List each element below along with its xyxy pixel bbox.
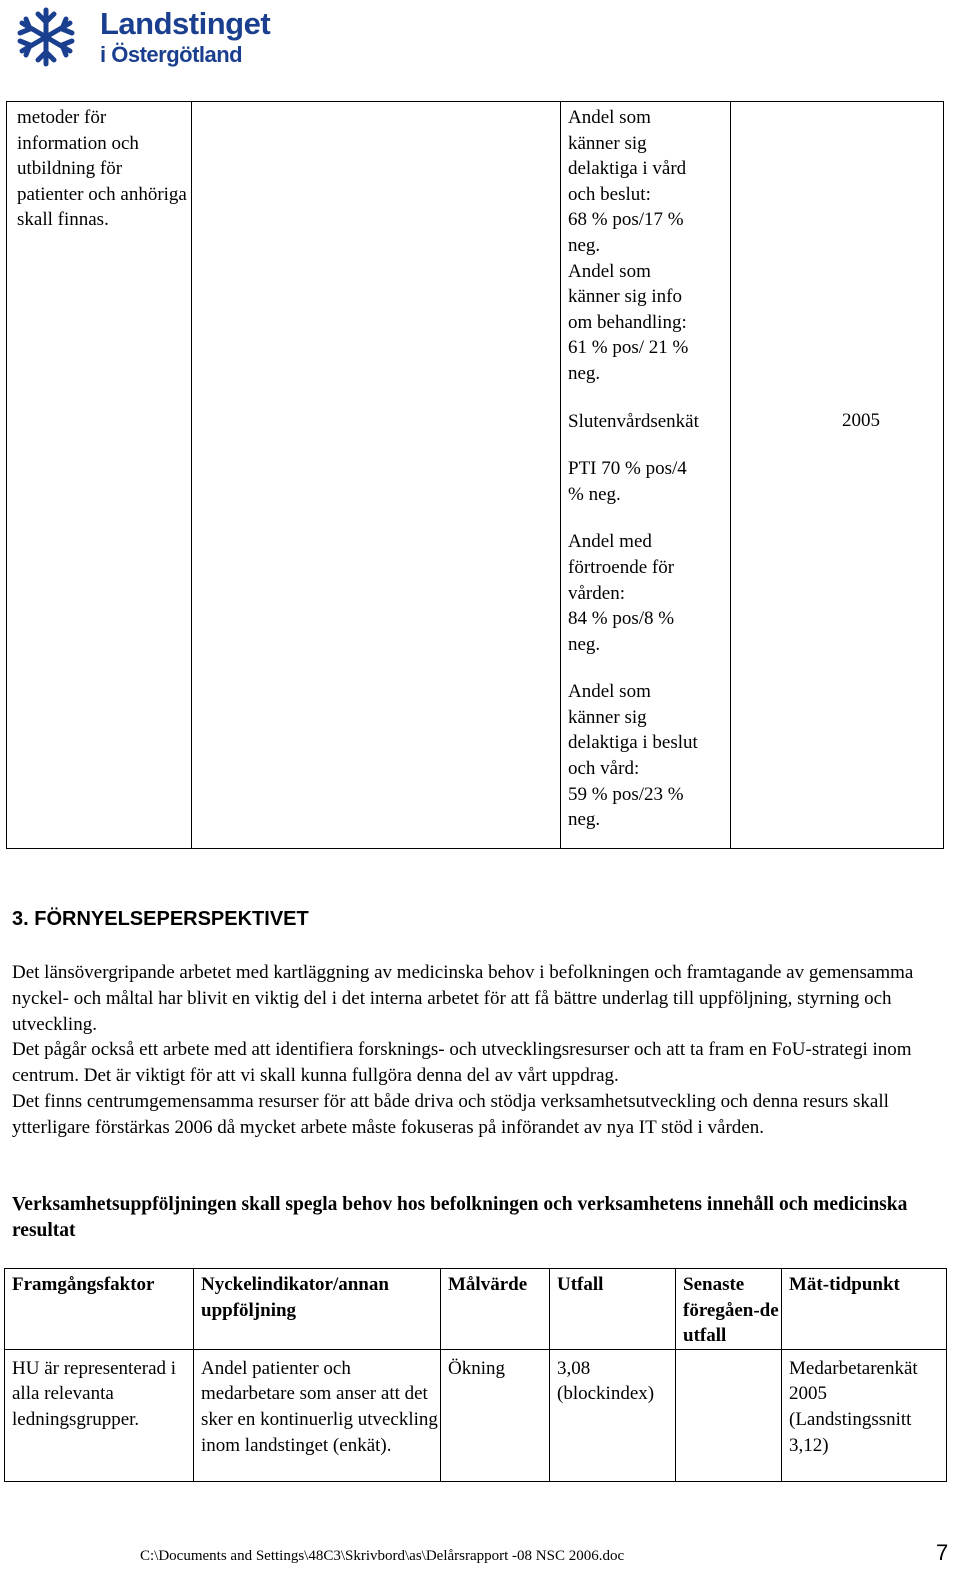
column-header: Senaste föregåen-de utfall bbox=[676, 1269, 782, 1350]
outcome-line: Andel som bbox=[568, 681, 651, 703]
table-cell-year bbox=[731, 102, 944, 849]
column-header: Målvärde bbox=[441, 1269, 550, 1350]
column-header: Framgångsfaktor bbox=[5, 1269, 194, 1350]
table-cell bbox=[676, 1349, 782, 1481]
section-body bbox=[12, 960, 932, 1141]
table-cell: Ökning bbox=[441, 1349, 550, 1481]
outcome-line: neg. bbox=[568, 362, 601, 384]
column-header: Utfall bbox=[550, 1269, 676, 1350]
outcome-line: Andel som bbox=[568, 107, 651, 128]
table-cell: Andel patienter och medarbetare som anser att det sker en kontinuerlig utveckling inom landstinget (enkät). bbox=[194, 1349, 441, 1481]
outcome-line: PTI 70 % pos/4 bbox=[568, 458, 687, 480]
paragraph: Det pågår också ett arbete med att identifiera forsknings- och utvecklingsresurser och att ta fram en FoU-strategi inom centrum. Det är viktigt för att vi skall kunna fullgöra denna del av vårt uppdrag. bbox=[12, 1039, 912, 1087]
outcome-line: och beslut: bbox=[568, 183, 651, 205]
survey-name: Slutenvårdsenkät bbox=[568, 410, 699, 432]
outcome-line: förtroende för bbox=[568, 556, 675, 578]
paragraph: Det länsövergripande arbetet med kartläggning av medicinska behov i befolkningen och framtagande av gemensamma nyckel- och måltal har blivit en viktig del i det interna arbetet för att få bättre underlag till uppföljning, styrning och utveckling. bbox=[12, 962, 914, 1035]
table-header-row bbox=[5, 1269, 947, 1350]
outcome-line: neg. bbox=[568, 234, 601, 256]
outcome-line: om behandling: bbox=[568, 311, 687, 333]
outcome-line: 61 % pos/ 21 % bbox=[568, 337, 689, 359]
goal-text: metoder för information och utbildning för patienter och anhöriga skall finnas. bbox=[17, 107, 187, 231]
outcome-line: 84 % pos/8 % bbox=[568, 608, 675, 630]
outcome-line: delaktiga i vård bbox=[568, 158, 687, 180]
table-cell-empty bbox=[192, 102, 561, 849]
column-header: Mät-tidpunkt bbox=[782, 1269, 947, 1350]
outcome-line: Andel med bbox=[568, 531, 652, 553]
outcome-line: neg. bbox=[568, 809, 601, 831]
table-cell-outcome bbox=[561, 102, 731, 849]
logo-text-line2: i Östergötland bbox=[100, 42, 243, 67]
table-cell: 3,08 (blockindex) bbox=[550, 1349, 676, 1481]
table-cell-goal bbox=[7, 102, 192, 849]
outcome-line: och vård: bbox=[568, 758, 640, 780]
section-heading: 3. FÖRNYELSEPERSPEKTIVET bbox=[12, 908, 309, 930]
outcome-line: känner sig bbox=[568, 132, 647, 154]
column-header: Nyckelindikator/annan uppföljning bbox=[194, 1269, 441, 1350]
footer-file-path: C:\Documents and Settings\48C3\Skrivbord\as\Delårsrapport -08 NSC 2006.doc bbox=[140, 1548, 625, 1564]
snowflake-emblem-icon bbox=[14, 6, 78, 68]
table-cell: HU är representerad i alla relevanta ledningsgrupper. bbox=[5, 1349, 194, 1481]
outcome-line: Andel som bbox=[568, 260, 651, 282]
indicator-table-continued bbox=[6, 101, 944, 849]
outcome-line: 59 % pos/23 % bbox=[568, 783, 684, 805]
measurement-year: 2005 bbox=[842, 410, 880, 431]
landstinget-logo bbox=[14, 6, 284, 70]
outcome-line: % neg. bbox=[568, 483, 621, 505]
section-subheading: Verksamhetsuppföljningen skall spegla behov hos befolkningen och verksamhetens innehåll och medicinska resultat bbox=[12, 1194, 908, 1241]
outcome-line: vården: bbox=[568, 582, 625, 604]
outcome-line: känner sig info bbox=[568, 286, 682, 308]
followup-table bbox=[4, 1268, 947, 1482]
logo-text-line1: Landstinget bbox=[100, 6, 271, 41]
table-row bbox=[5, 1349, 947, 1481]
outcome-line: 68 % pos/17 % bbox=[568, 209, 684, 231]
table-cell: Medarbetarenkät 2005 (Landstingssnitt 3,12) bbox=[782, 1349, 947, 1481]
outcome-line: neg. bbox=[568, 633, 601, 655]
outcome-line: delaktiga i beslut bbox=[568, 732, 698, 754]
page-number: 7 bbox=[936, 1540, 949, 1565]
outcome-line: känner sig bbox=[568, 706, 647, 728]
paragraph: Det finns centrumgemensamma resurser för att både driva och stödja verksamhetsutveckling och denna resurs skall ytterligare förstärkas 2006 då mycket arbete måste fokuseras på införandet av nya IT stöd i vården. bbox=[12, 1090, 889, 1138]
